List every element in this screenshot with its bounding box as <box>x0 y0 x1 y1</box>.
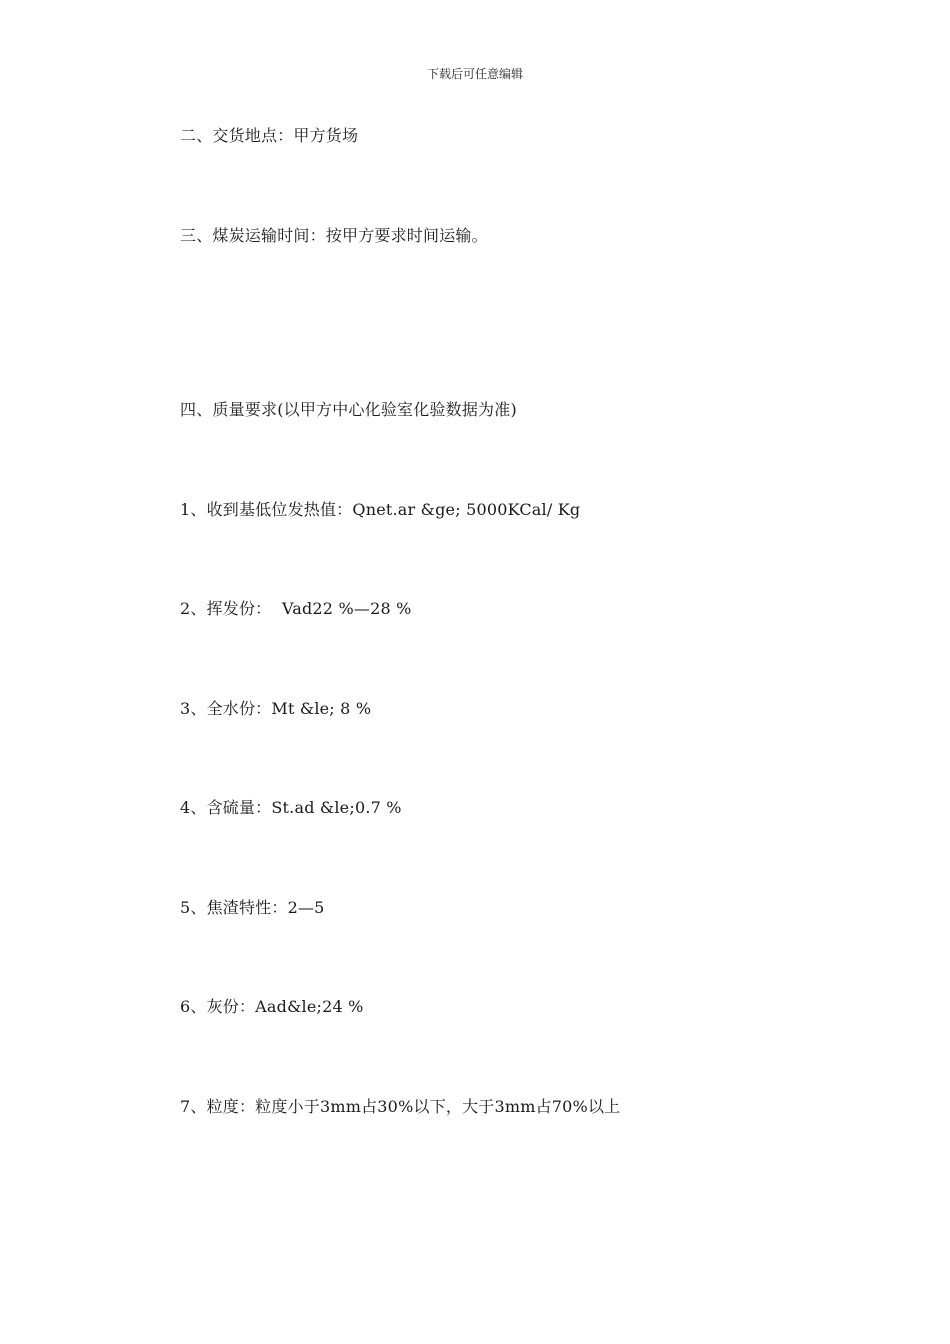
total-moisture-line: 3、全水份：Mt &le; 8 % <box>180 699 372 718</box>
delivery-location-line: 二、交货地点：甲方货场 <box>180 126 359 145</box>
page-header: 下载后可任意编辑 <box>426 67 523 81</box>
coke-residue-line: 5、焦渣特性：2—5 <box>180 898 325 917</box>
sulfur-content-line: 4、含硫量：St.ad &le;0.7 % <box>180 798 402 817</box>
particle-size-line: 7、粒度：粒度小于3mm占30%以下，大于3mm占70%以上 <box>180 1097 621 1116</box>
ash-content-line: 6、灰份：Aad&le;24 % <box>180 997 364 1016</box>
calorific-value-line: 1、收到基低位发热值：Qnet.ar &ge; 5000KCal/ Kg <box>180 500 581 519</box>
quality-requirements-heading: 四、质量要求(以甲方中心化验室化验数据为准) <box>180 400 517 419</box>
volatile-matter-line: 2、挥发份： Vad22 %—28 % <box>180 599 412 618</box>
transport-time-line: 三、煤炭运输时间：按甲方要求时间运输。 <box>180 226 488 245</box>
